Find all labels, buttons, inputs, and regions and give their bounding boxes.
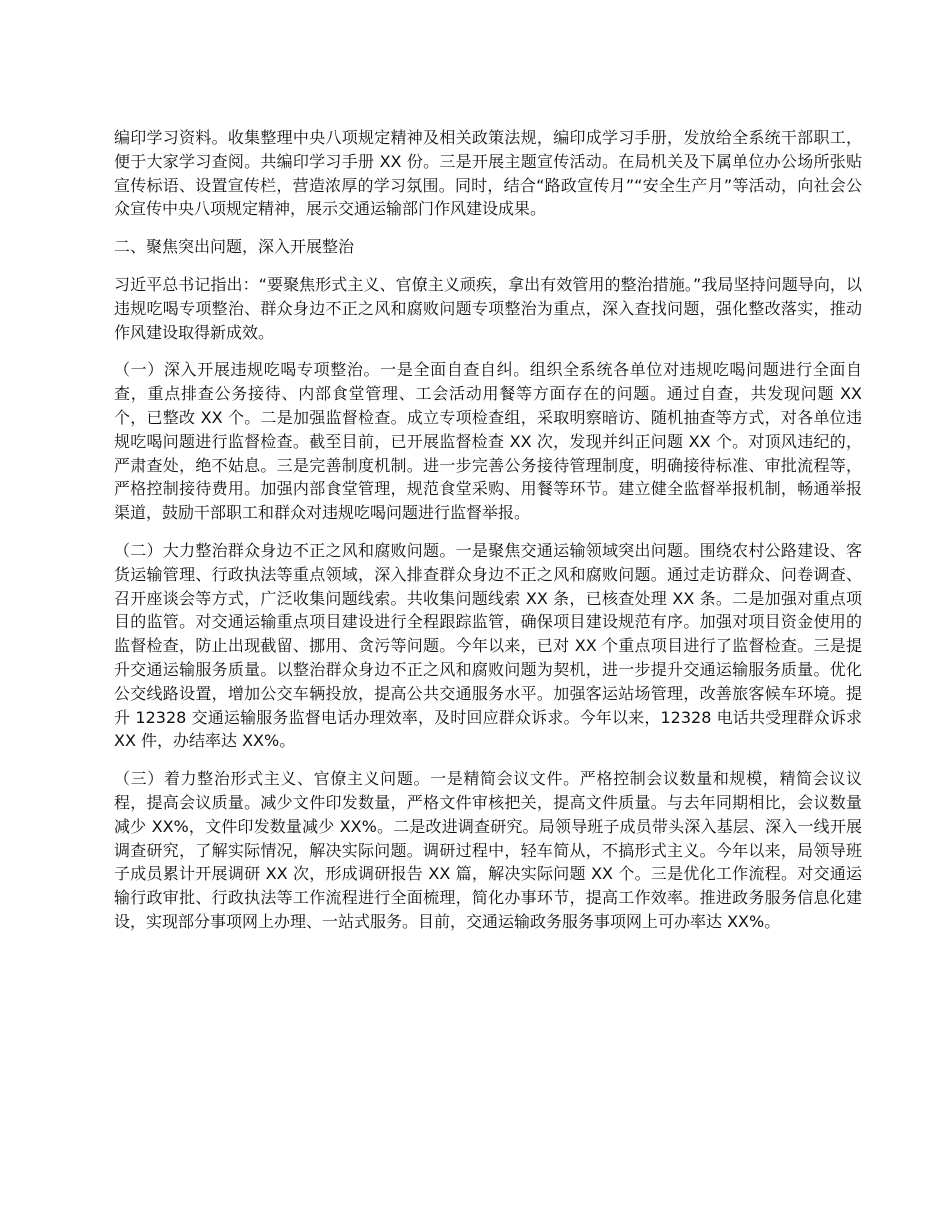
paragraph-item-3: （三）着力整治形式主义、官僚主义问题。一是精简会议文件。严格控制会议数量和规模，精简会议议程，提高会议质量。减少文件印发数量，严格文件审核把关，提高文件质量。与去年同期相比，会议数量减少 XX%，文件印发数量减少 XX%。二是改进调查研究。局领导班子成员带头深入基层、深入一线开展调查研究，了解实际情况，解决实际问题。调研过程中，轻车简从，不搞形式主义。今年以来，局领导班子成员累计开展调研 XX 次，形成调研报告 XX 篇，解决实际问题 XX 个。三是优化工作流程。对交通运输行政审批、行政执法等工作流程进行全面梳理，简化办事环节，提高工作效率。推进政务服务信息化建设，实现部分事项网上办理、一站式服务。目前，交通运输政务服务事项网上可办率达 XX%。: [114, 769, 862, 931]
paragraph-item-2: （二）大力整治群众身边不正之风和腐败问题。一是聚焦交通运输领域突出问题。围绕农村公路建设、客货运输管理、行政执法等重点领域，深入排查群众身边不正之风和腐败问题。通过走访群众、问卷调查、召开座谈会等方式，广泛收集问题线索。共收集问题线索 XX 条，已核查处理 XX 条。二是加强对重点项目的监管。对交通运输重点项目建设进行全程跟踪监管，确保项目建设规范有序。加强对项目资金使用的监督检查，防止出现截留、挪用、贪污等问题。今年以来，已对 XX 个重点项目进行了监督检查。三是提升交通运输服务质量。以整治群众身边不正之风和腐败问题为契机，进一步提升交通运输服务质量。优化公交线路设置，增加公交车辆投放，提高公共交通服务水平。加强客运站场管理，改善旅客候车环境。提升 12328 交通运输服务监督电话办理效率，及时回应群众诉求。今年以来，12328 电话共受理群众诉求 XX 件，办结率达 XX%。: [114, 540, 862, 751]
section-heading-2: 二、聚焦突出问题，深入开展整治: [114, 237, 355, 257]
paragraph-study-materials: 编印学习资料。收集整理中央八项规定精神及相关政策法规，编印成学习手册，发放给全系统干部职工，便于大家学习查阅。共编印学习手册 XX 份。三是开展主题宣传活动。在局机关及下属单位办公场所张贴宣传标语、设置宣传栏，营造浓厚的学习氛围。同时，结合“路政宣传月”“安全生产月”等活动，向社会公众宣传中央八项规定精神，展示交通运输部门作风建设成果。: [114, 128, 862, 219]
paragraph-item-1: （一）深入开展违规吃喝专项整治。一是全面自查自纠。组织全系统各单位对违规吃喝问题进行全面自查，重点排查公务接待、内部食堂管理、工会活动用餐等方面存在的问题。通过自查，共发现问题 XX 个，已整改 XX 个。二是加强监督检查。成立专项检查组，采取明察暗访、随机抽查等方式，对各单位违规吃喝问题进行监督检查。截至目前，已开展监督检查 XX 次，发现并纠正问题 XX 个。对顶风违纪的，严肃查处，绝不姑息。三是完善制度机制。进一步完善公务接待管理制度，明确接待标准、审批流程等，严格控制接待费用。加强内部食堂管理，规范食堂采购、用餐等环节。建立健全监督举报机制，畅通举报渠道，鼓励干部职工和群众对违规吃喝问题进行监督举报。: [114, 360, 862, 523]
paragraph-section-2-intro: 习近平总书记指出：“要聚焦形式主义、官僚主义顽疾，拿出有效管用的整治措施。”我局坚持问题导向，以违规吃喝专项整治、群众身边不正之风和腐败问题专项整治为重点，深入查找问题，强化整改落实，推动作风建设取得新成效。: [114, 274, 862, 342]
